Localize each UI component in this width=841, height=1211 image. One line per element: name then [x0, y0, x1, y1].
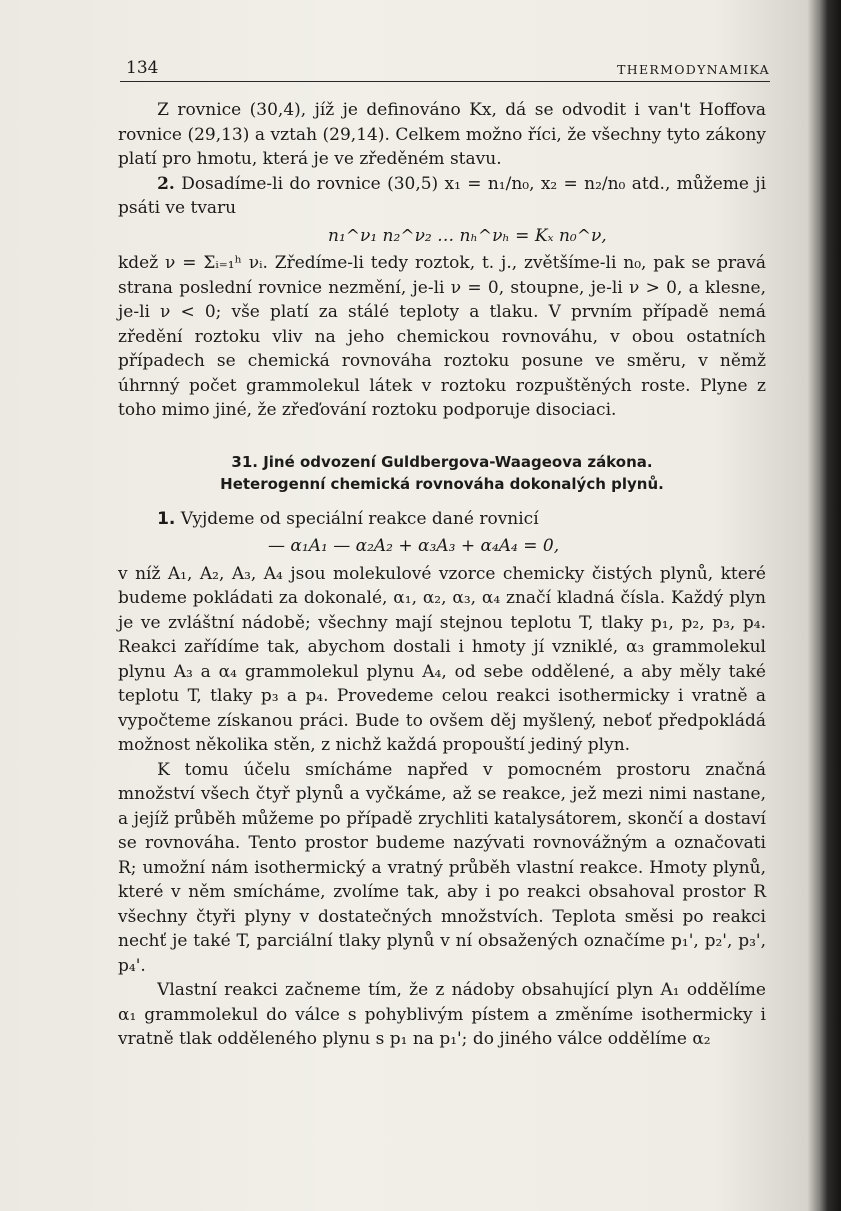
book-spine-shadow	[819, 0, 841, 1211]
paragraph-1: Z rovnice (30,4), jíž je definováno Kx, dá se odvodit i van't Hoffova rovnice (29,13) a vztah (29,14). Celkem možno říci, že všechny tyto zákony platí pro hmotu, která je ve zředěném stavu.	[118, 100, 766, 169]
equation-1: n₁^ν₁ n₂^ν₂ … nₕ^νₕ = Kₓ n₀^ν,	[328, 225, 607, 246]
paragraph-2-text: Dosadíme-li do rovnice (30,5) x₁ = n₁/n₀, x₂ = n₂/n₀ atd., můžeme ji psáti ve tvaru	[118, 173, 766, 218]
equation-2: — α₁A₁ — α₂A₂ + α₃A₃ + α₄A₄ = 0,	[268, 536, 560, 556]
item-number-2: 2.	[157, 173, 175, 194]
page-number: 134	[126, 58, 159, 78]
section-heading	[118, 451, 766, 495]
section-heading-line-1: 31. Jiné odvození Guldbergova-Waageova zákona.	[231, 452, 653, 471]
paragraph-4-text: Vyjdeme od speciální reakce dané rovnicí	[180, 508, 539, 529]
running-title: THERMODYNAMIKA	[617, 62, 770, 77]
header-rule	[120, 81, 770, 82]
paragraph-6: K tomu účelu smícháme napřed v pomocném prostoru značná množství všech čtyř plynů a vyčkáme, až se reakce, jež mezi nimi nastane, a jejíž průběh můžeme po případě zrychliti katalysátorem, skončí a dostaví se rovnováha. Tento prostor budeme nazývati rovnovážným a označovati R; umožní nám isothermický a vratný průběh vlastní reakce. Hmoty plynů, které v něm smícháme, zvolíme tak, aby i po reakci obsahoval prostor R všechny čtyři plyny v dostatečných množstvích. Teplota směsi po reakci nechť je také T, parciální tlaky plynů v ní obsažených označíme p₁', p₂', p₃', p₄'.	[118, 759, 766, 976]
section-heading-line-2: Heterogenní chemická rovnováha dokonalých plynů.	[220, 474, 664, 493]
paragraph-2	[118, 172, 766, 221]
paragraph-4	[118, 507, 766, 532]
page-header	[120, 58, 770, 84]
item-number-1: 1.	[157, 508, 176, 529]
page-body	[118, 98, 766, 1052]
paragraph-3: kdež ν = Σᵢ₌₁ʰ νᵢ. Zředíme-li tedy roztok, t. j., zvětšíme-li n₀, pak se pravá strana poslední rovnice nezmění, je-li ν = 0, stoupne, je-li ν > 0, a klesne, je-li ν < 0; vše platí za stálé teploty a tlaku. V prvním případě nemá zředění roztoku vliv na jeho chemickou rovnováhu, v obou ostatních případech se chemická rovnováha roztoku posune ve směru, v němž úhrnný počet grammolekul látek v roztoku rozpuštěných roste. Plyne z toho mimo jiné, že zřeďování roztoku podporuje disociaci.	[118, 253, 766, 420]
paragraph-5: v níž A₁, A₂, A₃, A₄ jsou molekulové vzorce chemicky čistých plynů, které budeme pokládati za dokonalé, α₁, α₂, α₃, α₄ značí kladná čísla. Každý plyn je ve zvláštní nádobě; všechny mají stejnou teplotu T, tlaky p₁, p₂, p₃, p₄. Reakci zařídíme tak, abychom dostali i hmoty jí vzniklé, α₃ grammolekul plynu A₃ a α₄ grammolekul plynu A₄, od sebe oddělené, a aby měly také teplotu T, tlaky p₃ a p₄. Provedeme celou reakci isothermicky i vratně a vypočteme získanou práci. Bude to ovšem děj myšlený, neboť předpokládá možnost několika stěn, z nichž každá propouští jediný plyn.	[118, 563, 766, 755]
paragraph-7: Vlastní reakci začneme tím, že z nádoby obsahující plyn A₁ oddělíme α₁ grammolekul do válce s pohyblivým pístem a změníme isothermicky i vratně tlak odděleného plynu s p₁ na p₁'; do jiného válce oddělíme α₂	[118, 980, 766, 1049]
